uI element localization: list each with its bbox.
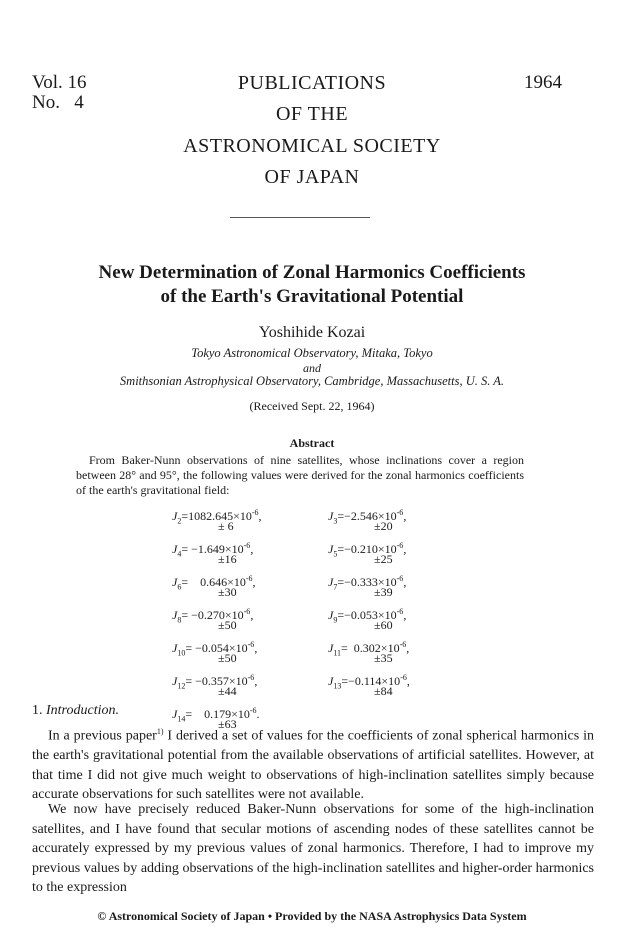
affiliation-and: and bbox=[303, 361, 321, 375]
coefficient-value: =−0.333×10 bbox=[337, 575, 397, 589]
coefficient-symbol: J bbox=[328, 641, 334, 655]
coefficient-exponent: -6 bbox=[247, 673, 255, 682]
journal-title-line3: ASTRONOMICAL SOCIETY bbox=[183, 135, 441, 157]
coefficient-exponent: -6 bbox=[243, 607, 251, 616]
coefficient-exponent: -6 bbox=[400, 673, 407, 682]
coefficient-error-J9: ±60 bbox=[374, 618, 393, 632]
coefficient-index: 10 bbox=[177, 648, 186, 658]
coefficient-error-J14: ±63 bbox=[218, 717, 237, 731]
coefficient-value: = 0.646×10 bbox=[181, 575, 246, 589]
received-date: (Received Sept. 22, 1964) bbox=[249, 399, 375, 413]
article-title-line2: of the Earth's Gravitational Potential bbox=[160, 286, 464, 307]
coefficient-J2: $J_2=1082.645\times 10^{-6}$, bbox=[172, 508, 262, 526]
coefficient-exponent: -6 bbox=[396, 574, 404, 583]
coefficient-symbol: J bbox=[172, 542, 178, 556]
coefficient-symbol: J bbox=[328, 674, 334, 688]
coefficient-index: 2 bbox=[177, 516, 182, 526]
coefficient-error-J11: ±35 bbox=[374, 651, 393, 665]
volume-label: Vol. 16 bbox=[32, 72, 87, 93]
coefficient-J6: $J_6=$ $0.646\times 10^{-6}$, bbox=[172, 574, 256, 592]
author: Yoshihide Kozai bbox=[258, 324, 366, 341]
coefficient-value: =−0.053×10 bbox=[337, 608, 397, 622]
affiliation-2: Smithsonian Astrophysical Observatory, Cambridge, Massachusetts, U. S. A. bbox=[119, 374, 505, 388]
coefficient-error-J10: ±50 bbox=[218, 651, 237, 665]
section-heading bbox=[32, 703, 119, 719]
coefficient-J9: $J_9=-0.053\times 10^{-6}$, bbox=[328, 607, 407, 625]
coefficient-J10: $J_{10}= -0.054\times 10^{-6}$, bbox=[172, 640, 258, 658]
section-title: Introduction. bbox=[46, 703, 119, 718]
coefficient-value: = 0.179×10 bbox=[185, 707, 250, 721]
article-title-line1: New Determination of Zonal Harmonics Coefficients bbox=[98, 262, 526, 283]
coefficient-symbol: J bbox=[328, 509, 334, 523]
coefficient-exponent: -6 bbox=[251, 508, 259, 517]
journal-title-line1: PUBLICATIONS bbox=[237, 72, 387, 94]
section-number: 1. bbox=[32, 703, 43, 718]
coefficient-error-J12: ±44 bbox=[218, 684, 237, 698]
coefficient-value: = −1.649×10 bbox=[181, 542, 244, 556]
footer: © Astronomical Society of Japan • Provided by the NASA Astrophysics Data System bbox=[97, 909, 527, 923]
coefficient-symbol: J bbox=[328, 575, 334, 589]
coefficient-symbol: J bbox=[328, 542, 334, 556]
coefficient-index: 5 bbox=[333, 549, 338, 559]
coefficient-J8: $J_8= -0.270\times 10^{-6}$, bbox=[172, 607, 254, 625]
coefficient-index: 13 bbox=[333, 681, 342, 691]
coefficient-exponent: -6 bbox=[245, 574, 253, 583]
coefficient-J5: $J_5=-0.210\times 10^{-6}$, bbox=[328, 541, 407, 559]
coefficient-exponent: -6 bbox=[247, 640, 255, 649]
coefficient-index: 14 bbox=[177, 714, 186, 724]
abstract-text: From Baker-Nunn observations of nine satellites, whose inclinations cover a region between 28° and 95°, the following values were derived for the zonal harmonics coefficients of the earth's gravitational field: bbox=[76, 453, 524, 497]
coefficient-J12: $J_{12}= -0.357\times 10^{-6}$, bbox=[172, 673, 258, 691]
coefficient-value: = −0.054×10 bbox=[185, 641, 248, 655]
issue-label: No. 4 bbox=[32, 92, 84, 113]
intro-paragraph-2: We now have precisely reduced Baker-Nunn observations for some of the high-inclination satellites, and I have found that secular motions of ascending nodes of these satellites cannot be accurately expressed by my previous values of zonal harmonics. Therefore, I had to improve my previous values by adding observations of the high-inclination satellites and higher-order harmonics to the expression bbox=[32, 802, 594, 896]
coefficient-index: 12 bbox=[177, 681, 186, 691]
coefficient-J11: $J_{11}= 0.302\times 10^{-6}$, bbox=[328, 640, 410, 658]
coefficient-value: = 0.302×10 bbox=[341, 641, 400, 655]
coefficient-index: 11 bbox=[333, 648, 342, 658]
coefficient-exponent: -6 bbox=[243, 541, 251, 550]
coefficient-value: =1082.645×10 bbox=[181, 509, 252, 523]
coefficient-J14: $J_{14}=$ $0.179\times 10^{-6}$. bbox=[172, 706, 260, 724]
coefficient-error-J7: ±39 bbox=[374, 585, 393, 599]
coefficient-value: =−0.114×10 bbox=[341, 674, 401, 688]
coefficient-exponent: -6 bbox=[399, 640, 407, 649]
coefficient-symbol: J bbox=[172, 707, 178, 721]
abstract-heading: Abstract bbox=[289, 436, 335, 450]
coefficient-J7: $J_7=-0.333\times 10^{-6}$, bbox=[328, 574, 407, 592]
coefficient-symbol: J bbox=[172, 575, 178, 589]
coefficient-J13: $J_{13}=-0.114\times 10^{-6}$, bbox=[328, 673, 410, 691]
journal-title-line4: OF JAPAN bbox=[264, 166, 360, 188]
intro-paragraph-1: In a previous paper$^{1)}$ I derived a set of values for the coefficients of zonal spherical harmonics in the earth's gravitational potential from the available observations of artificial satellites. However, at that time I did not give much weight to observations of high-inclination satellites simply because accurate observations for such satellites were not available. bbox=[32, 727, 594, 803]
coefficient-error-J2: ± 6 bbox=[218, 519, 234, 533]
coefficient-J3: $J_3=-2.546\times 10^{-6}$, bbox=[328, 508, 407, 526]
coefficient-exponent: -6 bbox=[249, 706, 257, 715]
coefficient-error-J6: ±30 bbox=[218, 585, 237, 599]
coefficient-value: = −0.357×10 bbox=[185, 674, 248, 688]
coefficient-symbol: J bbox=[172, 509, 178, 523]
affiliation-1: Tokyo Astronomical Observatory, Mitaka, Tokyo bbox=[191, 346, 433, 360]
coefficient-index: 4 bbox=[177, 549, 182, 559]
coefficient-symbol: J bbox=[172, 641, 178, 655]
coefficient-exponent: -6 bbox=[396, 541, 404, 550]
coefficient-value: =−2.546×10 bbox=[337, 509, 397, 523]
coefficient-index: 3 bbox=[333, 516, 338, 526]
coefficient-error-J3: ±20 bbox=[374, 519, 393, 533]
header-divider bbox=[230, 217, 370, 218]
coefficient-exponent: -6 bbox=[396, 607, 404, 616]
coefficient-value: =−0.210×10 bbox=[337, 542, 397, 556]
coefficient-index: 7 bbox=[333, 582, 338, 592]
coefficient-symbol: J bbox=[328, 608, 334, 622]
year-label: 1964 bbox=[524, 72, 562, 93]
coefficient-index: 9 bbox=[333, 615, 338, 625]
coefficient-error-J4: ±16 bbox=[218, 552, 237, 566]
coefficient-symbol: J bbox=[172, 674, 178, 688]
coefficient-symbol: J bbox=[172, 608, 178, 622]
coefficient-error-J5: ±25 bbox=[374, 552, 393, 566]
coefficient-index: 6 bbox=[177, 582, 182, 592]
coefficient-J4: $J_4= -1.649\times 10^{-6}$, bbox=[172, 541, 254, 559]
coefficient-error-J13: ±84 bbox=[374, 684, 393, 698]
coefficient-exponent: -6 bbox=[396, 508, 404, 517]
coefficient-value: = −0.270×10 bbox=[181, 608, 244, 622]
journal-title-line2: OF THE bbox=[275, 103, 349, 125]
coefficient-index: 8 bbox=[177, 615, 182, 625]
coefficient-error-J8: ±50 bbox=[218, 618, 237, 632]
